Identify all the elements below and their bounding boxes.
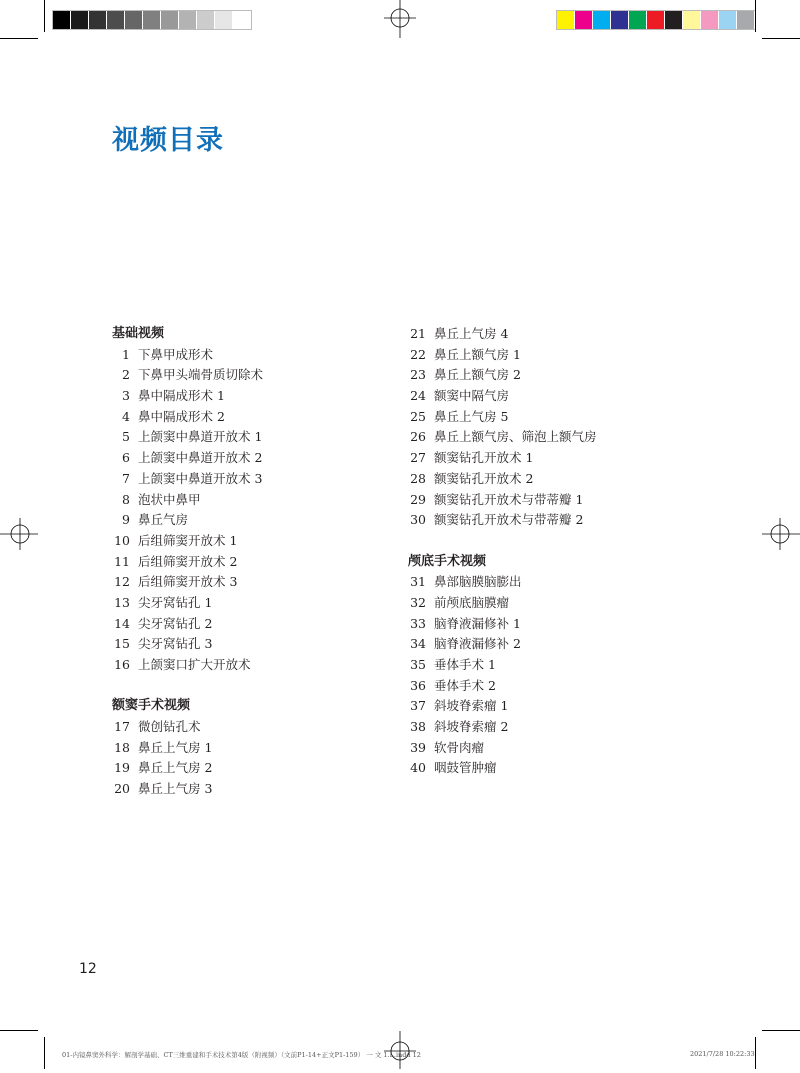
crop-mark <box>0 1030 38 1031</box>
page-number: 12 <box>79 961 97 977</box>
toc-entry[interactable] <box>408 448 708 469</box>
color-patch <box>629 11 647 29</box>
toc-entry-number: 24 <box>410 388 426 404</box>
toc-entry[interactable] <box>408 469 708 490</box>
toc-entry-label: 额窦钻孔开放术 1 <box>434 450 534 466</box>
toc-entry-number: 9 <box>122 512 130 528</box>
toc-entry-number: 38 <box>410 719 426 735</box>
toc-entry-number: 34 <box>410 636 426 652</box>
toc-entry-label: 额窦钻孔开放术与带蒂瓣 2 <box>434 512 584 528</box>
toc-entry-label: 鼻中隔成形术 2 <box>138 408 225 424</box>
toc-entry-label: 后组筛窦开放术 3 <box>138 574 238 590</box>
toc-entry-label: 鼻丘上额气房、筛泡上额气房 <box>434 429 597 445</box>
section-heading-basic: 基础视频 <box>112 326 165 341</box>
toc-entry-number: 22 <box>410 346 426 362</box>
toc-entry-label: 上颌窦中鼻道开放术 2 <box>138 450 263 466</box>
toc-entry-number: 39 <box>410 739 426 755</box>
toc-entry-number: 5 <box>122 429 130 445</box>
toc-entry[interactable] <box>408 655 708 676</box>
registration-mark-right-icon <box>760 514 800 554</box>
toc-entry-label: 尖牙窝钻孔 2 <box>138 615 213 631</box>
color-patch <box>557 11 575 29</box>
toc-entry-label: 上颌窦口扩大开放术 <box>138 657 251 672</box>
toc-entry[interactable] <box>112 469 412 490</box>
toc-entry-number: 26 <box>410 429 426 445</box>
toc-entry-label: 下鼻甲成形术 <box>138 346 214 362</box>
toc-entry[interactable] <box>408 490 708 511</box>
toc-entry-number: 23 <box>410 367 426 383</box>
crop-mark <box>44 0 45 32</box>
toc-entry-label: 鼻丘上气房 4 <box>434 326 509 341</box>
color-calibration-bar <box>556 10 756 30</box>
toc-entry[interactable] <box>112 758 412 779</box>
toc-entry[interactable] <box>408 738 708 759</box>
crop-mark <box>755 0 756 32</box>
toc-entry-label: 额窦钻孔开放术与带蒂瓣 1 <box>434 491 584 507</box>
toc-entry-number: 30 <box>410 512 426 528</box>
toc-entry-number: 28 <box>410 470 426 486</box>
crop-mark <box>0 38 38 39</box>
toc-entry-label: 尖牙窝钻孔 3 <box>138 636 213 652</box>
toc-entry[interactable] <box>408 407 708 428</box>
toc-entry[interactable] <box>112 738 412 759</box>
toc-entry-number: 4 <box>122 408 130 424</box>
toc-entry-number: 27 <box>410 450 426 466</box>
toc-entry-label: 微创钻孔术 <box>138 719 201 735</box>
toc-entry[interactable] <box>408 717 708 738</box>
toc-entry-label: 软骨肉瘤 <box>434 739 485 755</box>
toc-list-basic <box>112 345 412 676</box>
toc-entry-label: 额窦中隔气房 <box>434 388 510 404</box>
toc-entry[interactable] <box>112 448 412 469</box>
registration-mark-left-icon <box>0 514 40 554</box>
gray-patch <box>161 11 179 29</box>
section-heading-frontal: 额窦手术视频 <box>112 698 191 714</box>
toc-entry[interactable] <box>408 593 708 614</box>
toc-entry[interactable] <box>112 593 412 614</box>
toc-entry[interactable] <box>408 634 708 655</box>
toc-entry[interactable] <box>408 324 708 345</box>
toc-entry-number: 1 <box>122 346 130 362</box>
section-heading-skullbase: 颅底手术视频 <box>408 553 487 569</box>
toc-column-left <box>112 324 412 800</box>
toc-entry-number: 11 <box>114 553 130 569</box>
gray-patch <box>107 11 125 29</box>
toc-entry-number: 18 <box>114 739 130 755</box>
toc-entry-label: 鼻丘上气房 3 <box>138 781 213 797</box>
toc-entry[interactable] <box>408 758 708 779</box>
toc-entry-number: 35 <box>410 657 426 672</box>
toc-entry-number: 16 <box>114 657 130 672</box>
gray-patch <box>143 11 161 29</box>
toc-entry-number: 10 <box>114 532 130 548</box>
crop-mark <box>755 1037 756 1069</box>
color-patch <box>665 11 683 29</box>
toc-entry[interactable] <box>408 345 708 366</box>
toc-list-frontal-part1 <box>112 717 412 800</box>
toc-list-skullbase <box>408 572 708 779</box>
gray-patch <box>215 11 233 29</box>
toc-entry-number: 15 <box>114 636 130 652</box>
toc-entry[interactable] <box>112 552 412 573</box>
toc-entry-label: 鼻丘上气房 1 <box>138 739 213 755</box>
toc-entry-label: 尖牙窝钻孔 1 <box>138 594 213 610</box>
toc-entry-label: 后组筛窦开放术 2 <box>138 553 238 569</box>
toc-entry-label: 鼻丘上气房 2 <box>138 760 213 776</box>
toc-entry-number: 32 <box>410 594 426 610</box>
toc-entry[interactable] <box>408 427 708 448</box>
gray-patch <box>197 11 215 29</box>
toc-entry[interactable] <box>408 696 708 717</box>
toc-entry-label: 鼻部脑膜脑膨出 <box>434 574 522 590</box>
toc-entry[interactable] <box>112 717 412 738</box>
toc-entry-number: 12 <box>114 574 130 590</box>
toc-entry-number: 37 <box>410 698 426 714</box>
color-patch <box>683 11 701 29</box>
page-title: 视频目录 <box>112 125 224 156</box>
toc-entry[interactable] <box>112 572 412 593</box>
gray-patch <box>53 11 71 29</box>
toc-entry[interactable] <box>408 614 708 635</box>
toc-entry-label: 鼻丘上气房 5 <box>434 408 509 424</box>
toc-entry[interactable] <box>408 676 708 697</box>
toc-entry[interactable] <box>112 490 412 511</box>
toc-entry-number: 8 <box>122 491 130 507</box>
toc-entry[interactable] <box>112 779 412 800</box>
toc-entry[interactable] <box>408 386 708 407</box>
color-patch <box>647 11 665 29</box>
toc-entry-number: 20 <box>114 781 130 797</box>
toc-entry-label: 上颌窦中鼻道开放术 1 <box>138 429 263 445</box>
toc-entry[interactable] <box>408 572 708 593</box>
toc-entry[interactable] <box>112 510 412 531</box>
toc-entry-number: 29 <box>410 491 426 507</box>
toc-entry-number: 13 <box>114 594 130 610</box>
color-patch <box>737 11 755 29</box>
toc-entry-number: 36 <box>410 677 426 693</box>
toc-entry-number: 31 <box>410 574 426 590</box>
toc-entry-label: 后组筛窦开放术 1 <box>138 532 238 548</box>
toc-entry-number: 40 <box>410 760 426 776</box>
gray-patch <box>125 11 143 29</box>
toc-entry-label: 前颅底脑膜瘤 <box>434 594 510 610</box>
gray-patch <box>71 11 89 29</box>
toc-entry-number: 2 <box>122 367 130 383</box>
toc-entry-label: 咽鼓管肿瘤 <box>434 760 497 776</box>
toc-entry-label: 泡状中鼻甲 <box>138 491 201 507</box>
color-patch <box>701 11 719 29</box>
toc-entry-number: 14 <box>114 615 130 631</box>
crop-mark <box>762 38 800 39</box>
toc-entry[interactable] <box>112 655 412 676</box>
toc-entry[interactable] <box>408 510 708 531</box>
toc-entry[interactable] <box>408 365 708 386</box>
toc-entry-number: 19 <box>114 760 130 776</box>
toc-entry[interactable] <box>112 407 412 428</box>
toc-entry-number: 33 <box>410 615 426 631</box>
toc-entry-number: 3 <box>122 388 130 404</box>
toc-entry-label: 脑脊液漏修补 1 <box>434 615 521 631</box>
toc-entry-number: 25 <box>410 408 426 424</box>
toc-entry-label: 垂体手术 2 <box>434 677 496 693</box>
toc-entry-number: 7 <box>122 470 130 486</box>
toc-entry-label: 下鼻甲头端骨质切除术 <box>138 367 264 383</box>
toc-entry[interactable] <box>112 531 412 552</box>
toc-entry-label: 鼻中隔成形术 1 <box>138 388 225 404</box>
toc-entry-label: 斜坡脊索瘤 1 <box>434 698 509 714</box>
toc-entry-label: 垂体手术 1 <box>434 657 496 672</box>
color-patch <box>593 11 611 29</box>
color-patch <box>611 11 629 29</box>
registration-mark-top-icon <box>380 0 420 40</box>
color-patch <box>575 11 593 29</box>
gray-patch <box>89 11 107 29</box>
toc-entry-label: 上颌窦中鼻道开放术 3 <box>138 470 263 486</box>
toc-entry[interactable] <box>112 365 412 386</box>
toc-entry-number: 17 <box>114 719 130 735</box>
toc-entry-label: 鼻丘气房 <box>138 512 189 528</box>
toc-entry[interactable] <box>112 634 412 655</box>
toc-column-right <box>408 324 708 779</box>
toc-entry[interactable] <box>112 427 412 448</box>
color-patch <box>719 11 737 29</box>
toc-entry-number: 6 <box>122 450 130 466</box>
toc-entry[interactable] <box>112 345 412 366</box>
toc-entry[interactable] <box>112 386 412 407</box>
crop-mark <box>44 1037 45 1069</box>
toc-list-frontal-part2 <box>408 324 708 531</box>
toc-entry-label: 额窦钻孔开放术 2 <box>434 470 534 486</box>
print-slug-filename: 01-内镜鼻窦外科学：解剖学基础、CT三维重建和手术技术第4版（附视频）（文前P1-14+正文P1-159） 一 文 1.L.indd 12 <box>62 1051 421 1059</box>
toc-entry[interactable] <box>112 614 412 635</box>
gray-patch <box>179 11 197 29</box>
gray-calibration-bar <box>52 10 252 30</box>
toc-entry-label: 鼻丘上额气房 2 <box>434 367 521 383</box>
gray-patch <box>233 11 251 29</box>
toc-entry-label: 斜坡脊索瘤 2 <box>434 719 509 735</box>
registration-mark-bottom-icon <box>380 1029 420 1069</box>
toc-entry-label: 鼻丘上额气房 1 <box>434 346 521 362</box>
crop-mark <box>762 1030 800 1031</box>
toc-entry-number: 21 <box>410 326 426 341</box>
toc-entry-label: 脑脊液漏修补 2 <box>434 636 521 652</box>
print-slug-timestamp: 2021/7/28 10:22:33 <box>690 1050 755 1058</box>
